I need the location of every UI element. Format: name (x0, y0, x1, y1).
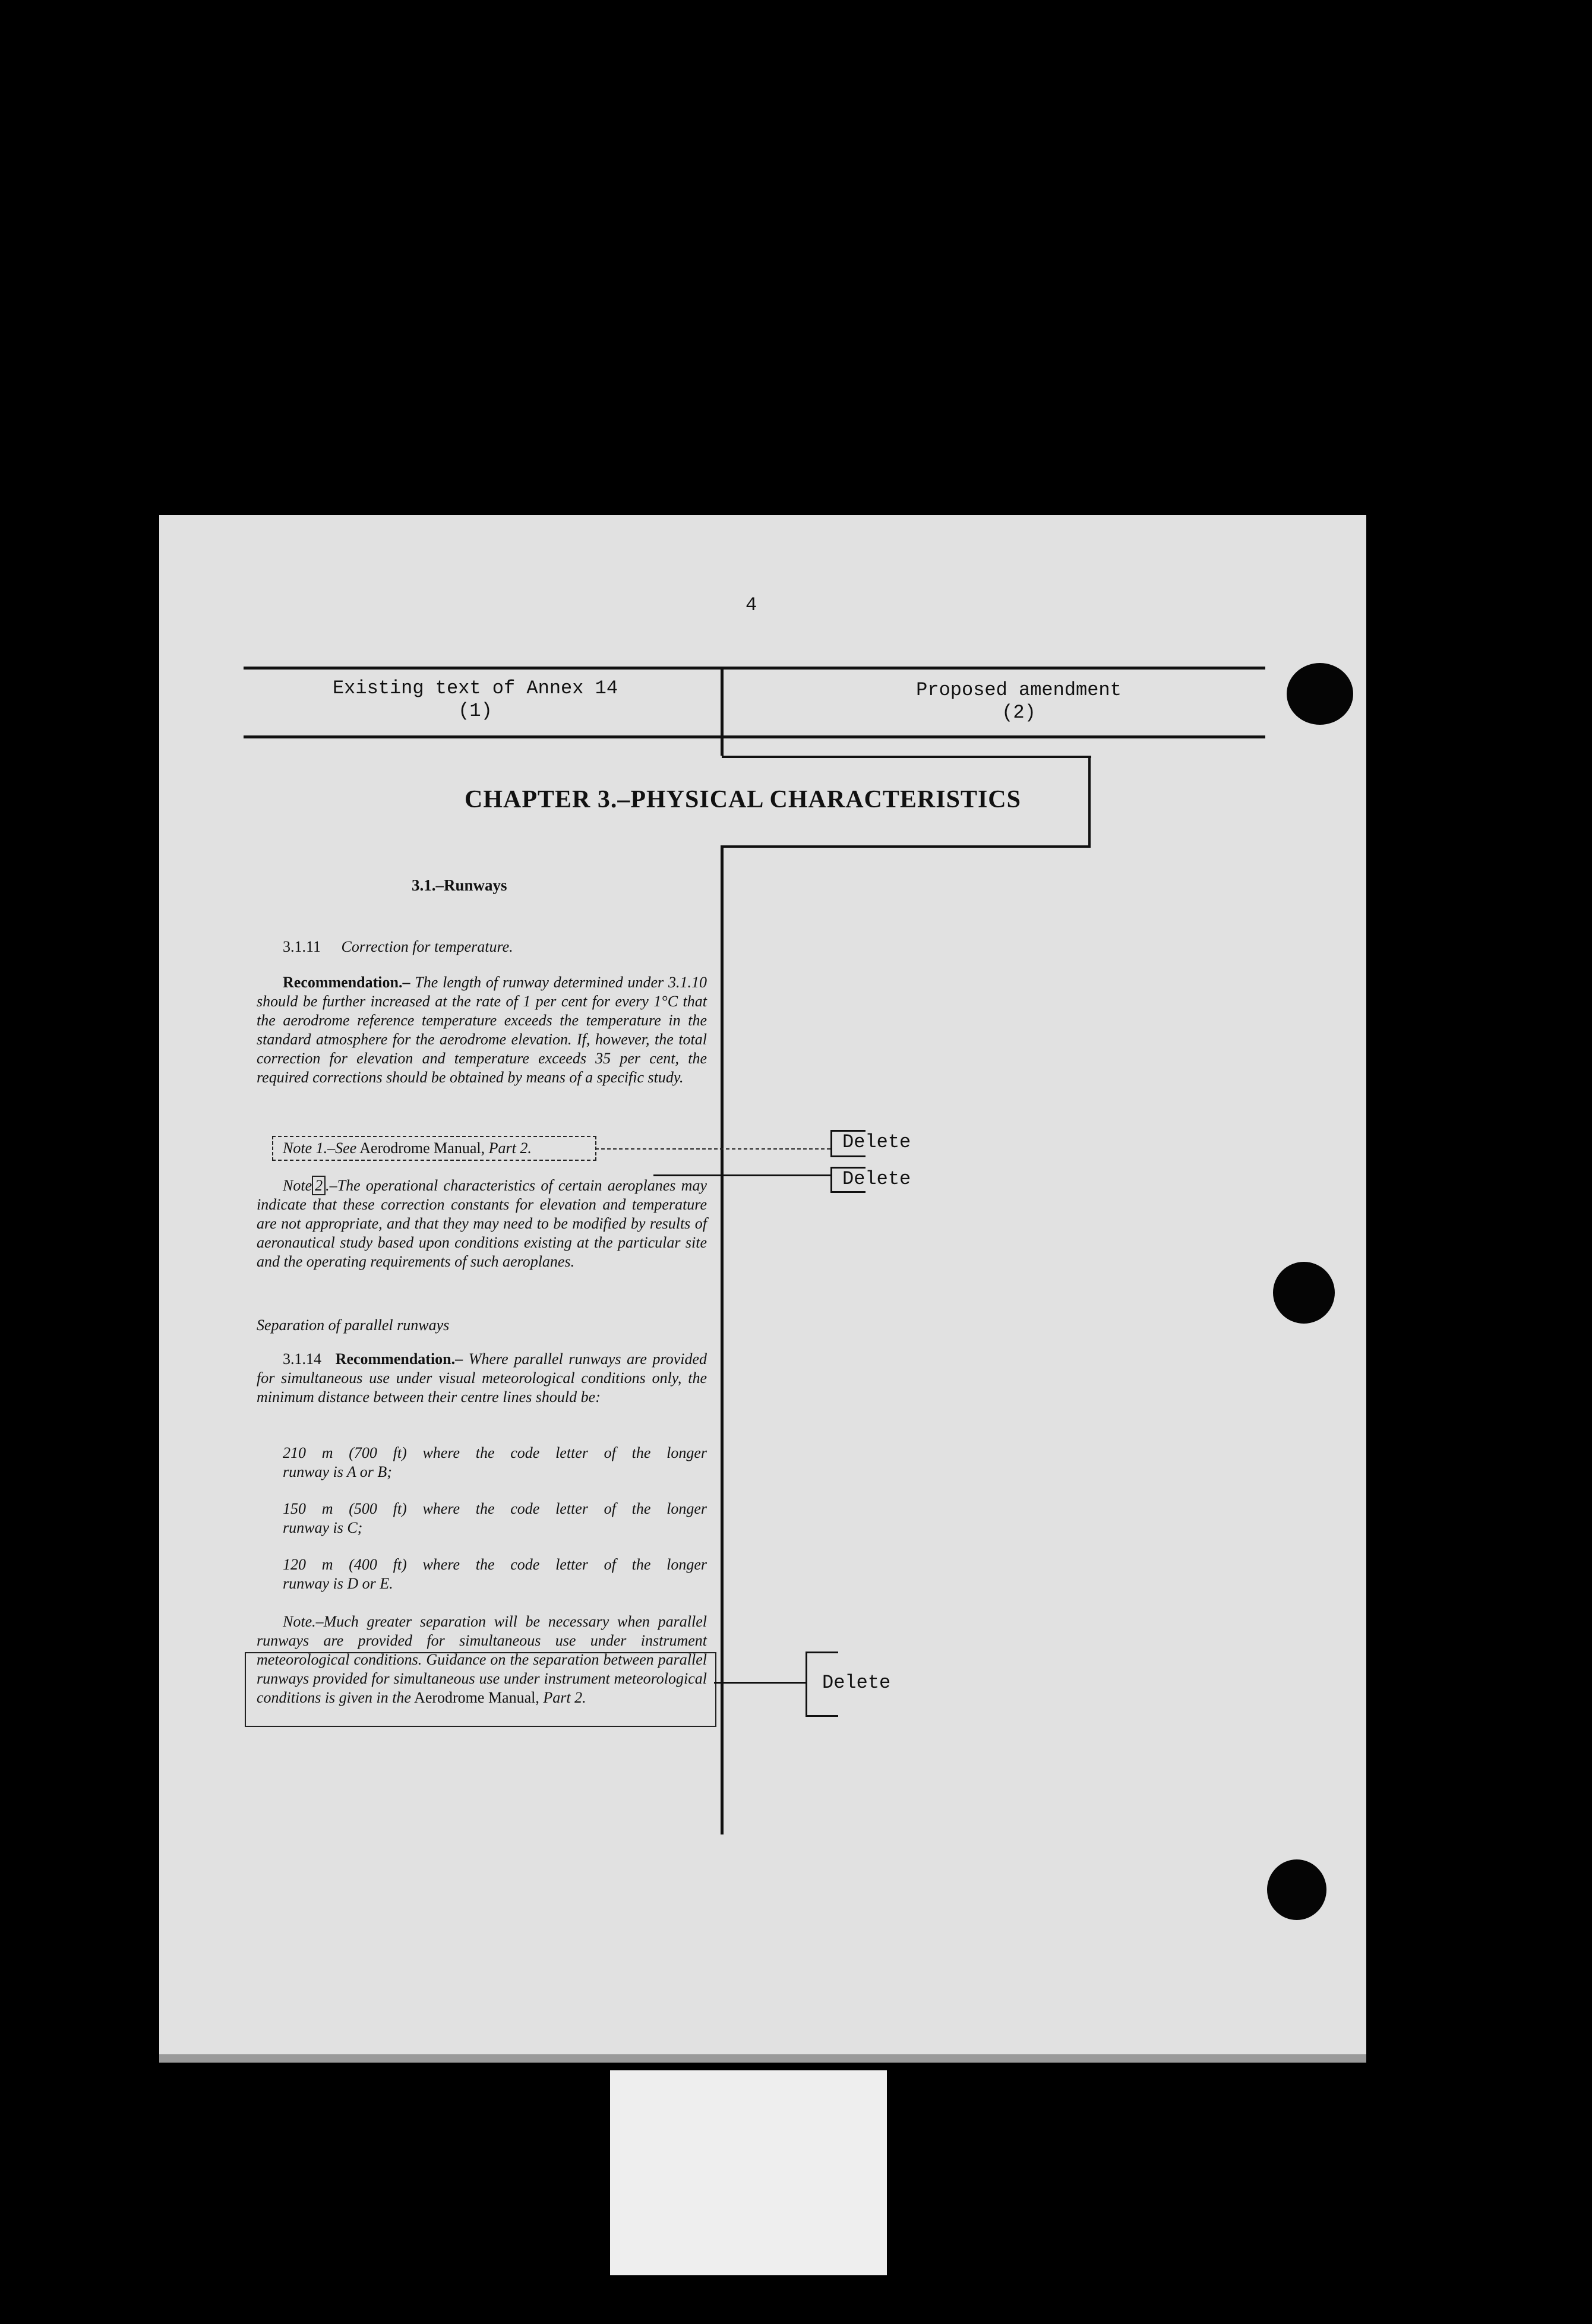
chapter-box-bottom (722, 845, 1091, 848)
recommendation-text: The length of runway determined under 3.1.10 should be further increased at the rate of 1 per cent for every 1°C that the aerodrome reference temperature exceeds the temperature in the standard atmosphere for the aerodrome elevation. If, however, the total correction for elevation and temperature exceeds 35 per cent, the required corrections should be obtained by means of a specific study. (257, 974, 707, 1086)
item-1-line-2: runway is A or B; (283, 1463, 392, 1480)
note-1-manual: Aerodrome Manual, (359, 1139, 485, 1157)
guidance-part: Part 2. (543, 1689, 586, 1706)
recommendation-lead: Recommendation.– (283, 974, 410, 991)
punch-hole-bottom (1267, 1859, 1326, 1920)
delete-label-1: Delete (842, 1131, 911, 1153)
chapter-box-top (722, 756, 1091, 758)
clause-3-1-11 (283, 938, 513, 956)
existing-column-number: (1) (458, 700, 492, 722)
separation-item-2 (283, 1499, 707, 1537)
proposed-column-title (728, 679, 1310, 724)
page-number: 4 (746, 594, 757, 616)
item-3-line-1: 120 m (400 ft) where the code letter of the longer (283, 1556, 707, 1573)
proposed-column-number: (2) (1002, 702, 1036, 724)
final-note-text: Note.–Much greater separation will be necessary when parallel runways are provided for simultaneous use under instrument meteorological conditions. (257, 1613, 707, 1668)
separation-item-1 (283, 1444, 707, 1482)
punch-hole-middle (1273, 1262, 1335, 1324)
delete-label-2: Delete (842, 1168, 911, 1190)
column-divider-header (721, 667, 724, 756)
column-divider (721, 845, 724, 1834)
clause-number: 3.1.11 (283, 938, 321, 955)
note-2-lead: Note (283, 1177, 312, 1194)
note-2-number-box: 2 (312, 1176, 326, 1195)
guidance-text: Guidance on the separation between parallel runways provided for simultaneous use under instrument meteorological conditions is given in the (257, 1651, 707, 1706)
section-title: 3.1.–Runways (412, 876, 507, 894)
recommendation-paragraph (257, 973, 707, 1087)
note-2-paragraph (257, 1176, 707, 1271)
delete-label-3: Delete (822, 1672, 891, 1694)
delete-connector-1 (595, 1148, 830, 1150)
clause-3-1-14-number: 3.1.14 (283, 1350, 321, 1368)
chapter-box-right (1088, 756, 1091, 848)
clause-title: Correction for temperature. (341, 938, 513, 955)
clause-3-1-14-text: Where parallel runways are provided for simultaneous use under visual meteorological conditions only, the minimum distance between their centre lines should be: (257, 1350, 707, 1406)
separation-heading: Separation of parallel runways (257, 1316, 450, 1334)
note-1-part: Part 2. (488, 1139, 532, 1157)
final-note-paragraph (257, 1612, 707, 1707)
header-top-rule (244, 667, 1265, 670)
paper-slip (610, 2070, 887, 2275)
delete-connector-3 (714, 1682, 806, 1684)
existing-column-title (244, 677, 707, 722)
document-page (159, 515, 1366, 2060)
guidance-manual: Aerodrome Manual, (414, 1689, 539, 1706)
item-2-line-2: runway is C; (283, 1519, 363, 1536)
existing-title-text: Existing text of Annex 14 (332, 677, 618, 699)
clause-3-1-14-paragraph (257, 1350, 707, 1407)
clause-3-1-14-lead: Recommendation.– (335, 1350, 463, 1368)
page-edge-shadow (159, 2054, 1366, 2063)
chapter-title: CHAPTER 3.–PHYSICAL CHARACTERISTICS (465, 786, 1021, 813)
item-2-line-1: 150 m (500 ft) where the code letter of the longer (283, 1500, 707, 1517)
header-bottom-rule (244, 735, 1265, 738)
proposed-title-text: Proposed amendment (916, 679, 1122, 701)
note-2-text: .–The operational characteristics of certain aeroplanes may indicate that these correction constants for elevation and temperature are not appropriate, and that they may need to be modified by results of aeronautical study based upon conditions existing at the particular site and the operating requirements of such aeroplanes. (257, 1177, 707, 1270)
item-3-line-2: runway is D or E. (283, 1575, 393, 1592)
delete-connector-2 (653, 1174, 830, 1176)
note-1-lead: Note 1.–See (283, 1139, 357, 1157)
item-1-line-1: 210 m (700 ft) where the code letter of the longer (283, 1444, 707, 1461)
note-1 (283, 1139, 532, 1157)
separation-item-3 (283, 1555, 707, 1593)
